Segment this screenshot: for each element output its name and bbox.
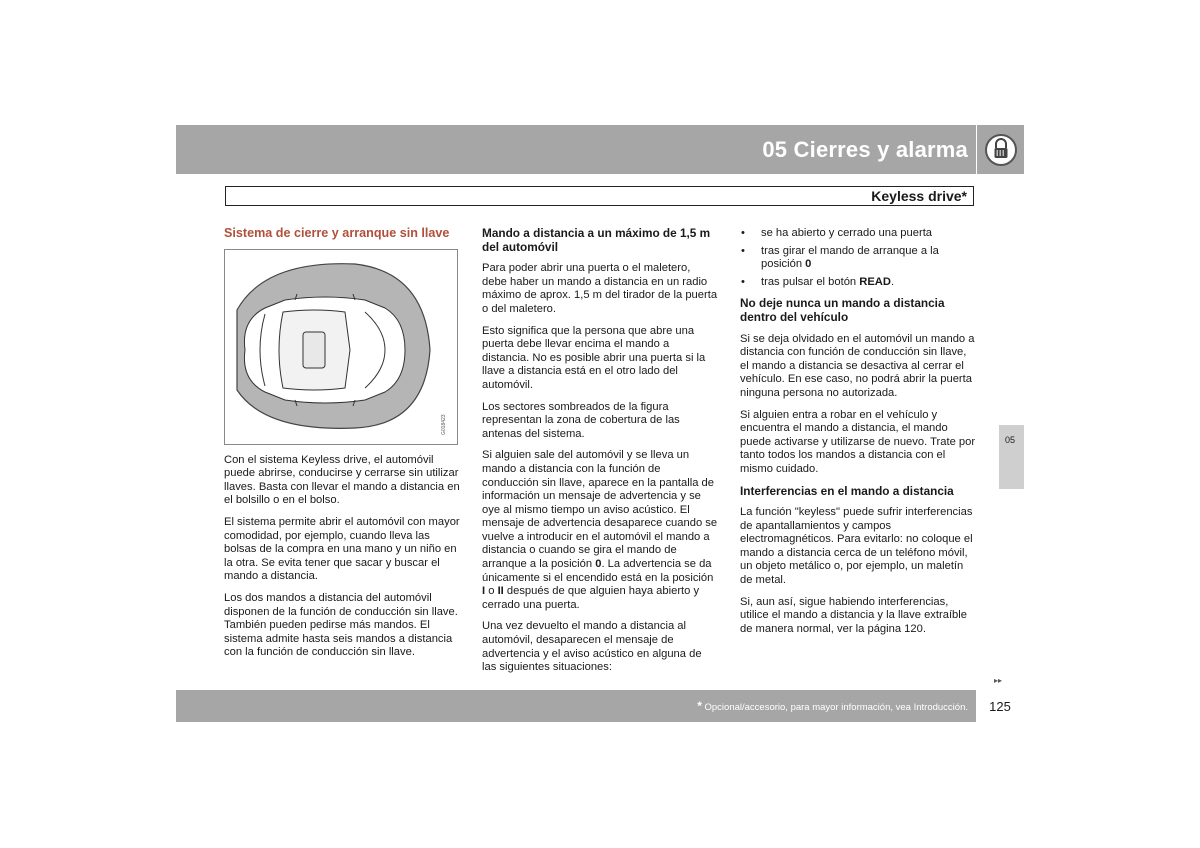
paragraph: Si, aun así, sigue habiendo interferencias, utilice el mando a distancia y la llave extraíble de manera normal, ver la página 120.	[740, 595, 967, 635]
paragraph: Si se deja olvidado en el automóvil un mando a distancia con función de conducción sin llave, el mando a distancia se desactiva al cerrar el vehículo. En ese caso, no podrá abrir la puerta ninguna persona no autorizada.	[740, 332, 975, 399]
asterisk: *	[697, 699, 702, 713]
list-item: • se ha abierto y cerrado una puerta	[741, 227, 933, 239]
chapter-side-tab	[999, 425, 1024, 489]
column-left	[224, 227, 460, 668]
footer-bar	[176, 690, 976, 722]
heading-keyless-system: Sistema de cierre y arranque sin llave	[224, 226, 450, 240]
padlock-icon	[984, 133, 1018, 167]
paragraph: Una vez devuelto el mando a distancia al automóvil, desaparecen el mensaje de advertencia y el aviso acústico en alguna de las siguientes situaciones:	[482, 620, 702, 674]
bullet-icon: •	[741, 244, 745, 257]
list-item: • tras girar el mando de arranque a la posición 0	[741, 244, 939, 271]
column-right	[740, 227, 978, 644]
column-middle	[482, 227, 718, 683]
chapter-tab-label: 05	[1005, 435, 1016, 445]
situation-list	[740, 227, 978, 289]
chapter-header	[176, 125, 976, 174]
section-header	[225, 186, 974, 206]
paragraph: La función "keyless" puede sufrir interferencias de apantallamientos y campos electromagnéticos. Para evitarlo: no coloque el mando a distancia cerca de un teléfono móvil, un objeto metálico o, por ejemplo, un maletín de metal.	[740, 506, 973, 587]
car-top-view-illustration	[225, 250, 457, 444]
heading-interference: Interferencias en el mando a distancia	[740, 483, 954, 498]
figure-code: G018423	[441, 414, 447, 435]
car-coverage-figure	[224, 249, 458, 445]
list-item: • tras pulsar el botón READ.	[741, 275, 895, 288]
paragraph-warning: Si alguien sale del automóvil y se lleva un mando a distancia con la función de conducción sin llave, aparece en la pantalla de información un mensaje de advertencia y se oye al mismo tiempo un aviso acústico. El mensaje de advertencia desaparece cuando se vuelve a introducir en el automóvil el mando a distancia o cuando se gira el mando de arranque a la posición 0. La advertencia se da únicamente si el encendido está en la posición I o II después de que alguien haya abierto y cerrado una puerta.	[482, 449, 718, 611]
heading-dont-leave-remote: No deje nunca un mando a distancia dentro del vehículo	[740, 296, 945, 324]
paragraph: Si alguien entra a robar en el vehículo y encuentra el mando a distancia, el mando puede activarse y utilizarse de nuevo. Trate por tanto todos los mandos a distancia con el mismo cuidado.	[740, 408, 976, 475]
bullet-icon: •	[741, 227, 745, 239]
heading-range: Mando a distancia a un máximo de 1,5 m del automóvil	[482, 226, 711, 254]
section-title: Keyless drive*	[871, 188, 967, 204]
paragraph: Con el sistema Keyless drive, el automóvil puede abrirse, conducirse y cerrarse sin utilizar llaves. Basta con llevar el mando a distancia en el bolsillo o en el bolso.	[224, 453, 460, 507]
paragraph: El sistema permite abrir el automóvil con mayor comodidad, por ejemplo, cuando lleva las bolsas de la compra en una mano y un niño en la otra. Se evita tener que sacar y buscar el mando a distancia.	[224, 515, 460, 583]
paragraph: Los dos mandos a distancia del automóvil disponen de la función de conducción sin llave. También pueden pedirse más mandos. El sistema admite hasta seis mandos a distancia con la función de conducción sin llave.	[224, 591, 458, 659]
chapter-title: 05 Cierres y alarma	[762, 136, 968, 162]
footnote: * Opcional/accesorio, para mayor información, vea Introducción.	[697, 699, 968, 713]
paragraph: Esto significa que la persona que abre una puerta debe llevar encima el mando a distancia. No es posible abrir una puerta si la llave a distancia está en el otro lado del automóvil.	[482, 324, 706, 391]
chapter-icon-box	[977, 125, 1024, 174]
paragraph: Para poder abrir una puerta o el maletero, debe haber un mando a distancia en un radio máximo de aprox. 1,5 m del tirador de la puerta o del maletero.	[482, 262, 718, 315]
continue-arrows-icon: ▸▸	[994, 676, 1003, 685]
bullet-icon: •	[741, 275, 745, 288]
page-number: 125	[989, 698, 1011, 714]
car-silhouette	[244, 294, 405, 406]
paragraph: Los sectores sombreados de la figura representan la zona de cobertura de las antenas del sistema.	[482, 400, 680, 440]
